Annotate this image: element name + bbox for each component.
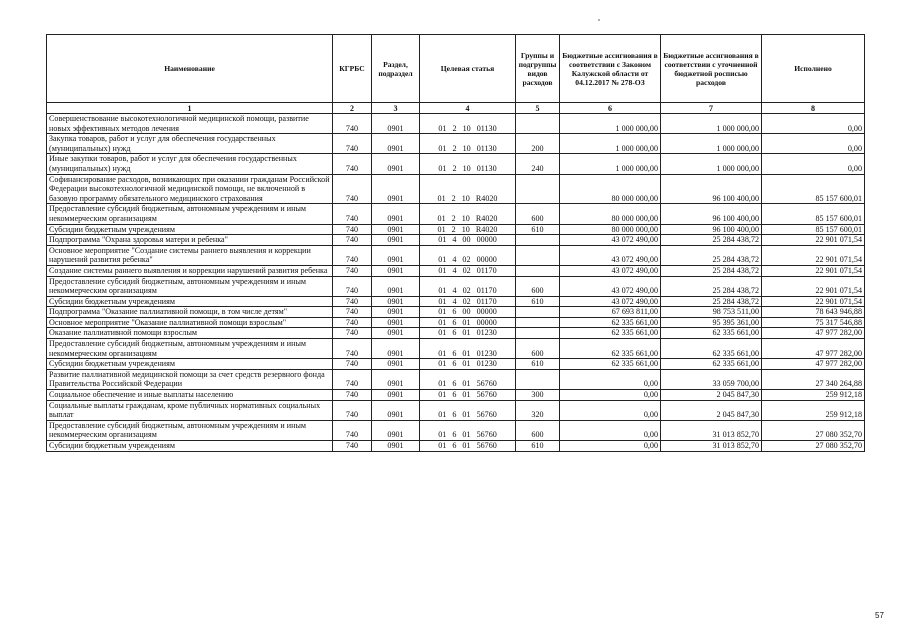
row-executed-amount: 22 901 071,54 (762, 245, 865, 265)
row-target: 01 6 01 56760 (420, 369, 516, 389)
row-executed-amount: 47 977 282,00 (762, 328, 865, 339)
row-law-amount: 80 000 000,00 (560, 224, 661, 235)
col-number: 5 (516, 103, 560, 114)
row-refined-amount: 25 284 438,72 (661, 276, 762, 296)
row-section: 0901 (372, 317, 420, 328)
col-header-groups: Группы и подгруппы видов расходов (516, 35, 560, 103)
row-law-amount: 43 072 490,00 (560, 296, 661, 307)
row-executed-amount: 259 912,18 (762, 400, 865, 420)
row-section: 0901 (372, 245, 420, 265)
col-number: 1 (47, 103, 333, 114)
row-name: Социальное обеспечение и иные выплаты населению (47, 390, 333, 401)
row-kgrbs: 740 (333, 359, 372, 370)
row-refined-amount: 62 335 661,00 (661, 328, 762, 339)
row-kgrbs: 740 (333, 204, 372, 224)
table-row (47, 224, 865, 235)
row-refined-amount: 1 000 000,00 (661, 114, 762, 134)
table-row (47, 400, 865, 420)
row-refined-amount: 62 335 661,00 (661, 339, 762, 359)
row-section: 0901 (372, 339, 420, 359)
table-row (47, 307, 865, 318)
row-target: 01 2 10 01130 (420, 114, 516, 134)
row-refined-amount: 96 100 400,00 (661, 204, 762, 224)
row-section: 0901 (372, 154, 420, 174)
table-row (47, 245, 865, 265)
row-law-amount: 1 000 000,00 (560, 154, 661, 174)
row-kgrbs: 740 (333, 420, 372, 440)
row-executed-amount: 0,00 (762, 154, 865, 174)
row-executed-amount: 22 901 071,54 (762, 276, 865, 296)
row-executed-amount: 22 901 071,54 (762, 265, 865, 276)
row-kgrbs: 740 (333, 441, 372, 452)
table-row (47, 359, 865, 370)
row-law-amount: 62 335 661,00 (560, 317, 661, 328)
table-row (47, 265, 865, 276)
row-target: 01 6 01 56760 (420, 420, 516, 440)
table-row (47, 317, 865, 328)
row-refined-amount: 33 059 700,00 (661, 369, 762, 389)
table-row (47, 328, 865, 339)
row-name: Социальные выплаты гражданам, кроме публичных нормативных социальных выплат (47, 400, 333, 420)
row-law-amount: 1 000 000,00 (560, 114, 661, 134)
row-target: 01 4 02 01170 (420, 296, 516, 307)
table-row (47, 390, 865, 401)
table-row (47, 235, 865, 246)
row-law-amount: 0,00 (560, 420, 661, 440)
row-refined-amount: 25 284 438,72 (661, 296, 762, 307)
row-section: 0901 (372, 390, 420, 401)
row-law-amount: 62 335 661,00 (560, 328, 661, 339)
row-target: 01 2 10 R4020 (420, 204, 516, 224)
row-name: Предоставление субсидий бюджетным, автономным учреждениям и иным некоммерческим организациям (47, 204, 333, 224)
row-kgrbs: 740 (333, 245, 372, 265)
col-number: 4 (420, 103, 516, 114)
row-group (516, 174, 560, 204)
row-kgrbs: 740 (333, 307, 372, 318)
row-executed-amount: 78 643 946,88 (762, 307, 865, 318)
table-row (47, 369, 865, 389)
row-kgrbs: 740 (333, 134, 372, 154)
row-group: 240 (516, 154, 560, 174)
row-section: 0901 (372, 224, 420, 235)
row-section: 0901 (372, 114, 420, 134)
row-executed-amount: 27 080 352,70 (762, 420, 865, 440)
row-executed-amount: 85 157 600,01 (762, 204, 865, 224)
col-header-law: Бюджетные ассигнования в соответствии с Законом Калужской области от 04.12.2017 № 278-ОЗ (560, 35, 661, 103)
row-executed-amount: 27 340 264,88 (762, 369, 865, 389)
row-group (516, 369, 560, 389)
row-section: 0901 (372, 265, 420, 276)
row-target: 01 6 01 56760 (420, 390, 516, 401)
row-law-amount: 62 335 661,00 (560, 339, 661, 359)
row-group (516, 328, 560, 339)
row-name: Основное мероприятие "Оказание паллиативной помощи взрослым" (47, 317, 333, 328)
budget-table (46, 34, 865, 452)
row-group (516, 265, 560, 276)
table-row (47, 441, 865, 452)
row-target: 01 2 10 01130 (420, 134, 516, 154)
row-kgrbs: 740 (333, 400, 372, 420)
row-executed-amount: 0,00 (762, 134, 865, 154)
row-executed-amount: 85 157 600,01 (762, 224, 865, 235)
row-section: 0901 (372, 204, 420, 224)
row-kgrbs: 740 (333, 154, 372, 174)
row-kgrbs: 740 (333, 174, 372, 204)
table-row (47, 420, 865, 440)
row-section: 0901 (372, 276, 420, 296)
row-group: 600 (516, 204, 560, 224)
table-row (47, 114, 865, 134)
row-group: 610 (516, 224, 560, 235)
row-section: 0901 (372, 307, 420, 318)
row-group (516, 307, 560, 318)
col-number: 7 (661, 103, 762, 114)
row-refined-amount: 96 100 400,00 (661, 174, 762, 204)
row-group (516, 245, 560, 265)
row-kgrbs: 740 (333, 235, 372, 246)
row-executed-amount: 0,00 (762, 114, 865, 134)
row-law-amount: 43 072 490,00 (560, 276, 661, 296)
row-refined-amount: 25 284 438,72 (661, 245, 762, 265)
row-kgrbs: 740 (333, 276, 372, 296)
header-row (47, 35, 865, 103)
row-law-amount: 0,00 (560, 390, 661, 401)
row-target: 01 6 01 01230 (420, 328, 516, 339)
col-number: 3 (372, 103, 420, 114)
row-executed-amount: 22 901 071,54 (762, 296, 865, 307)
col-header-name: Наименование (47, 35, 333, 103)
row-section: 0901 (372, 400, 420, 420)
row-refined-amount: 31 013 852,70 (661, 441, 762, 452)
row-kgrbs: 740 (333, 265, 372, 276)
col-number: 8 (762, 103, 865, 114)
row-kgrbs: 740 (333, 369, 372, 389)
row-section: 0901 (372, 174, 420, 204)
row-name: Оказание паллиативной помощи взрослым (47, 328, 333, 339)
row-section: 0901 (372, 328, 420, 339)
row-law-amount: 1 000 000,00 (560, 134, 661, 154)
row-law-amount: 80 000 000,00 (560, 204, 661, 224)
page-number: 57 (875, 611, 884, 620)
table-row (47, 276, 865, 296)
row-law-amount: 67 693 811,00 (560, 307, 661, 318)
row-target: 01 2 10 R4020 (420, 224, 516, 235)
row-target: 01 6 00 00000 (420, 307, 516, 318)
col-header-kgrbs: КГРБС (333, 35, 372, 103)
row-refined-amount: 2 045 847,30 (661, 390, 762, 401)
row-refined-amount: 98 753 511,00 (661, 307, 762, 318)
row-section: 0901 (372, 441, 420, 452)
row-kgrbs: 740 (333, 339, 372, 359)
row-target: 01 4 00 00000 (420, 235, 516, 246)
row-section: 0901 (372, 420, 420, 440)
row-group: 600 (516, 420, 560, 440)
row-refined-amount: 62 335 661,00 (661, 359, 762, 370)
row-group (516, 235, 560, 246)
row-name: Субсидии бюджетным учреждениям (47, 359, 333, 370)
row-executed-amount: 47 977 282,00 (762, 359, 865, 370)
row-group: 320 (516, 400, 560, 420)
row-target: 01 4 02 01170 (420, 265, 516, 276)
row-name: Софинансирование расходов, возникающих при оказании гражданам Российской Федерации высокотехнологичной медицинской помощи, не включенной в базовую программу обязательного медицинского страхования (47, 174, 333, 204)
row-section: 0901 (372, 359, 420, 370)
row-executed-amount: 22 901 071,54 (762, 235, 865, 246)
row-kgrbs: 740 (333, 317, 372, 328)
row-group: 600 (516, 276, 560, 296)
row-target: 01 6 01 01230 (420, 339, 516, 359)
row-name: Подпрограмма "Оказание паллиативной помощи, в том числе детям" (47, 307, 333, 318)
column-number-row (47, 103, 865, 114)
row-group: 600 (516, 339, 560, 359)
row-kgrbs: 740 (333, 224, 372, 235)
row-group: 610 (516, 296, 560, 307)
row-target: 01 6 01 56760 (420, 400, 516, 420)
row-executed-amount: 75 317 546,88 (762, 317, 865, 328)
row-refined-amount: 25 284 438,72 (661, 265, 762, 276)
col-header-executed: Исполнено (762, 35, 865, 103)
row-section: 0901 (372, 134, 420, 154)
row-executed-amount: 27 080 352,70 (762, 441, 865, 452)
row-law-amount: 43 072 490,00 (560, 265, 661, 276)
col-number: 6 (560, 103, 661, 114)
row-group (516, 114, 560, 134)
row-group: 610 (516, 359, 560, 370)
row-executed-amount: 259 912,18 (762, 390, 865, 401)
row-law-amount: 0,00 (560, 400, 661, 420)
row-executed-amount: 47 977 282,00 (762, 339, 865, 359)
row-section: 0901 (372, 369, 420, 389)
row-law-amount: 80 000 000,00 (560, 174, 661, 204)
row-law-amount: 0,00 (560, 441, 661, 452)
row-name: Основное мероприятие "Создание системы раннего выявления и коррекции нарушений развития ребенка" (47, 245, 333, 265)
row-executed-amount: 85 157 600,01 (762, 174, 865, 204)
row-name: Предоставление субсидий бюджетным, автономным учреждениям и иным некоммерческим организациям (47, 339, 333, 359)
col-header-section: Раздел, подраздел (372, 35, 420, 103)
row-section: 0901 (372, 296, 420, 307)
row-refined-amount: 31 013 852,70 (661, 420, 762, 440)
table-row (47, 154, 865, 174)
row-kgrbs: 740 (333, 296, 372, 307)
row-target: 01 4 02 00000 (420, 245, 516, 265)
row-target: 01 6 01 56760 (420, 441, 516, 452)
row-refined-amount: 25 284 438,72 (661, 235, 762, 246)
row-target: 01 2 10 01130 (420, 154, 516, 174)
row-law-amount: 43 072 490,00 (560, 235, 661, 246)
row-name: Подпрограмма "Охрана здоровья матери и ребенка" (47, 235, 333, 246)
row-refined-amount: 1 000 000,00 (661, 154, 762, 174)
row-refined-amount: 1 000 000,00 (661, 134, 762, 154)
col-header-target: Целевая статья (420, 35, 516, 103)
row-refined-amount: 95 395 361,00 (661, 317, 762, 328)
row-name: Субсидии бюджетным учреждениям (47, 441, 333, 452)
row-kgrbs: 740 (333, 390, 372, 401)
row-kgrbs: 740 (333, 328, 372, 339)
row-law-amount: 62 335 661,00 (560, 359, 661, 370)
row-target: 01 4 02 01170 (420, 276, 516, 296)
table-row (47, 339, 865, 359)
row-name: Развитие паллиативной медицинской помощи за счет средств резервного фонда Правительства Российской Федерации (47, 369, 333, 389)
row-name: Предоставление субсидий бюджетным, автономным учреждениям и иным некоммерческим организациям (47, 276, 333, 296)
row-target: 01 6 01 01230 (420, 359, 516, 370)
budget-document (46, 34, 864, 452)
row-name: Закупка товаров, работ и услуг для обеспечения государственных (муниципальных) нужд (47, 134, 333, 154)
row-law-amount: 43 072 490,00 (560, 245, 661, 265)
table-row (47, 134, 865, 154)
row-name: Создание системы раннего выявления и коррекции нарушений развития ребенка (47, 265, 333, 276)
table-row (47, 204, 865, 224)
row-name: Субсидии бюджетным учреждениям (47, 296, 333, 307)
row-group: 300 (516, 390, 560, 401)
row-law-amount: 0,00 (560, 369, 661, 389)
table-row (47, 296, 865, 307)
row-group: 610 (516, 441, 560, 452)
row-kgrbs: 740 (333, 114, 372, 134)
row-refined-amount: 2 045 847,30 (661, 400, 762, 420)
row-target: 01 2 10 R4020 (420, 174, 516, 204)
table-row (47, 174, 865, 204)
row-refined-amount: 96 100 400,00 (661, 224, 762, 235)
row-group (516, 317, 560, 328)
row-target: 01 6 01 00000 (420, 317, 516, 328)
row-name: Совершенствование высокотехнологичной медицинской помощи, развитие новых эффективных методов лечения (47, 114, 333, 134)
row-group: 200 (516, 134, 560, 154)
scan-speck (598, 19, 600, 21)
row-name: Предоставление субсидий бюджетным, автономным учреждениям и иным некоммерческим организациям (47, 420, 333, 440)
row-section: 0901 (372, 235, 420, 246)
col-header-refined: Бюджетные ассигнования в соответствии с уточненной бюджетной росписью расходов (661, 35, 762, 103)
col-number: 2 (333, 103, 372, 114)
row-name: Субсидии бюджетным учреждениям (47, 224, 333, 235)
row-name: Иные закупки товаров, работ и услуг для обеспечения государственных (муниципальных) нужд (47, 154, 333, 174)
table-body (47, 114, 865, 452)
